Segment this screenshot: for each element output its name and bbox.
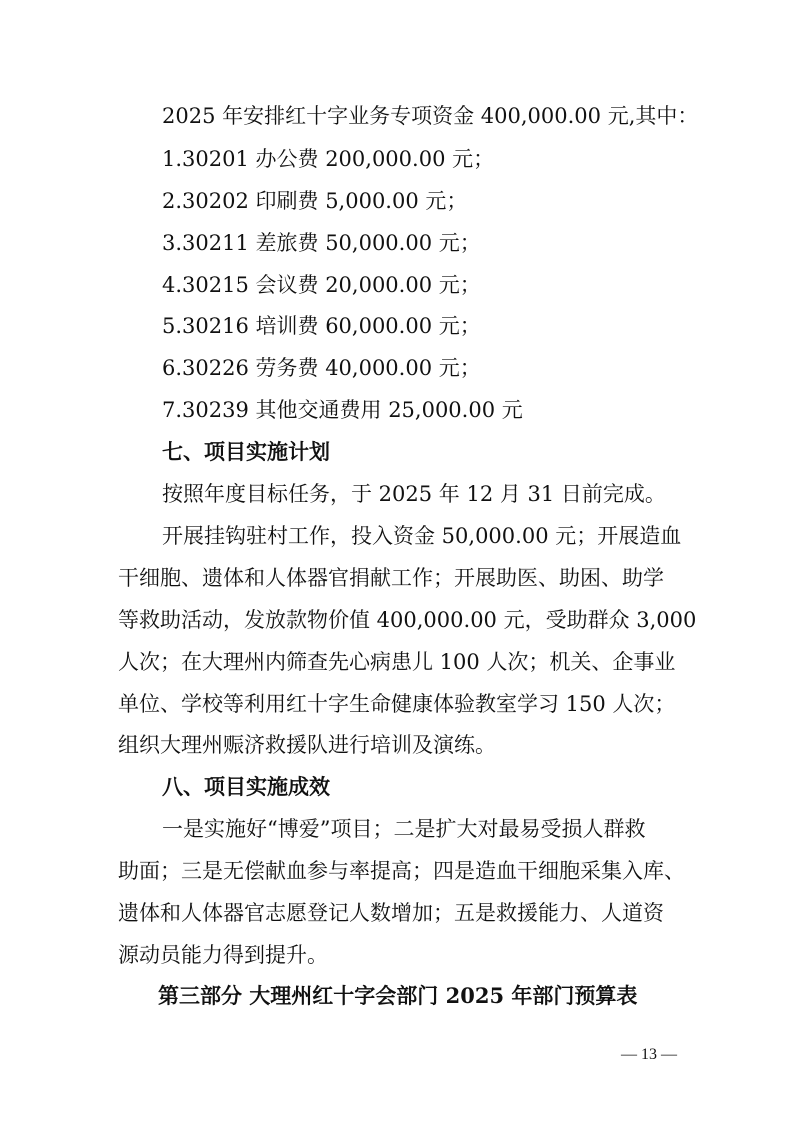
- part3-title: 第三部分 大理州红十字会部门 2025 年部门预算表: [158, 983, 638, 1008]
- budget-item-2: 2.30202 印刷费 5,000.00 元；: [162, 189, 468, 213]
- section7-paragraph-2-line-3: 等救助活动，发放款物价值 400,000.00 元，受助群众 3,000: [118, 608, 697, 632]
- section7-paragraph-2-line-2: 干细胞、遗体和人体器官捐献工作；开展助医、助困、助学: [118, 566, 664, 590]
- budget-item-6: 6.30226 劳务费 40,000.00 元；: [162, 356, 481, 380]
- budget-item-4: 4.30215 会议费 20,000.00 元；: [162, 273, 481, 297]
- budget-item-5: 5.30216 培训费 60,000.00 元；: [162, 314, 481, 338]
- budget-item-7: 7.30239 其他交通费用 25,000.00 元: [162, 398, 523, 422]
- section8-heading: 八、项目实施成效: [162, 775, 330, 799]
- budget-item-1: 1.30201 办公费 200,000.00 元；: [162, 147, 495, 171]
- section8-paragraph-line-3: 遗体和人体器官志愿登记人数增加；五是救援能力、人道资: [118, 901, 664, 925]
- section8-paragraph-line-4: 源动员能力得到提升。: [118, 943, 328, 967]
- section8-paragraph-line-1: 一是实施好“博爱”项目；二是扩大对最易受损人群救: [162, 817, 646, 841]
- page-number: — 13 —: [621, 1046, 677, 1063]
- section7-paragraph-2-line-1: 开展挂钩驻村工作，投入资金 50,000.00 元；开展造血: [162, 524, 682, 548]
- section7-heading: 七、项目实施计划: [162, 440, 330, 464]
- section8-paragraph-line-2: 助面；三是无偿献血参与率提高；四是造血干细胞采集入库、: [118, 859, 685, 883]
- section7-paragraph-2-line-6: 组织大理州赈济救援队进行培训及演练。: [118, 733, 496, 757]
- budget-intro: 2025 年安排红十字业务专项资金 400,000.00 元,其中：: [162, 104, 699, 128]
- section7-paragraph-1: 按照年度目标任务，于 2025 年 12 月 31 日前完成。: [162, 482, 666, 506]
- budget-item-3: 3.30211 差旅费 50,000.00 元；: [162, 231, 481, 255]
- section7-paragraph-2-line-5: 单位、学校等利用红十字生命健康体验教室学习 150 人次；: [118, 692, 676, 716]
- section7-paragraph-2-line-4: 人次；在大理州内筛查先心病患儿 100 人次；机关、企事业: [118, 650, 676, 674]
